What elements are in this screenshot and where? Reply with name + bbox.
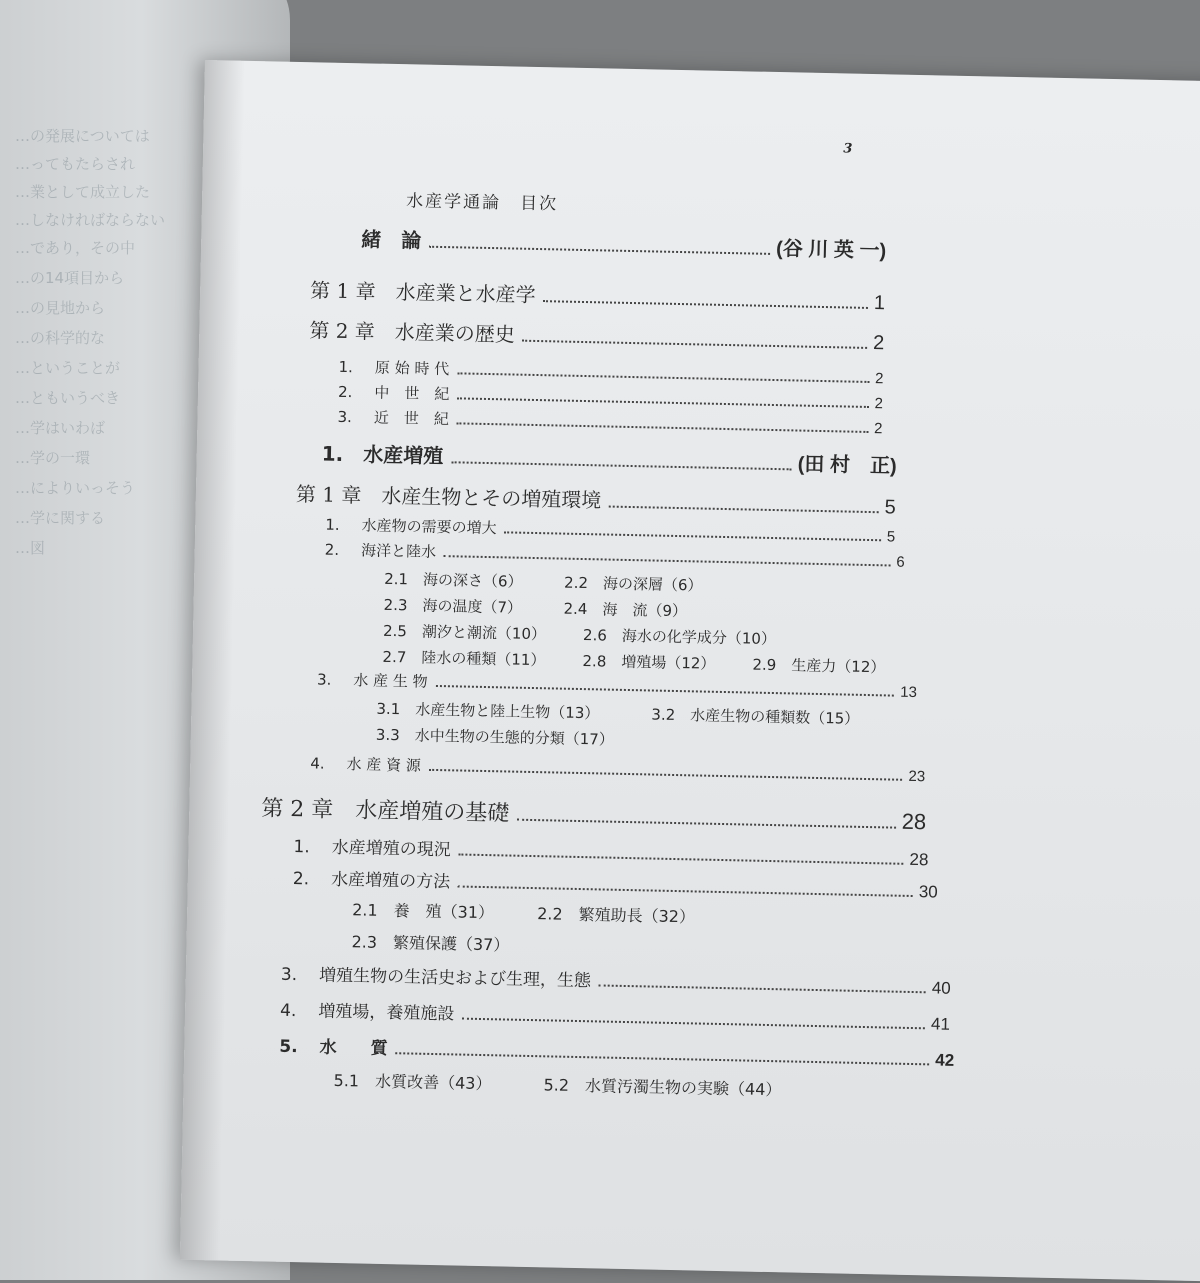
entry-page: 42 [935,1050,955,1070]
subsection: 3.1 水産生物と陸上生物（13） [376,699,600,723]
subsection: 5.2 水質汚濁生物の実験（44） [543,1075,782,1100]
leader-dots [451,461,792,470]
toc-entry-part [322,438,897,479]
leader-dots [599,984,926,993]
leader-dots [429,246,770,255]
section-number: 2. [337,382,353,402]
subsection: 2.1 養 殖（31） [352,900,495,923]
leader-dots [429,769,903,781]
section-number: 1. [293,837,310,858]
entry-label: 水産増殖の方法 [330,869,451,893]
entry-page: 5 [886,528,896,546]
subsection: 2.2 海の深層（6） [563,573,703,595]
subsection: 2.3 繁殖保護（37） [351,932,510,955]
subsection: 2.2 繁殖助長（32） [536,904,696,927]
subsection: 5.1 水質改善（43） [333,1070,492,1094]
subsection: 2.4 海 流（9） [563,599,688,621]
entry-page: 2 [872,332,885,355]
toc-entry-section [281,960,951,1000]
toc-entry-chapter [309,314,884,355]
entry-label: 水産増殖の現況 [331,837,451,861]
subsection: 2.1 海の深さ（6） [383,569,523,591]
entry-author: (田 村 正) [797,453,897,478]
bleed-text-line: …の14項目から [15,269,125,287]
toc-entry-chapter [296,478,896,520]
entry-page: 2 [874,395,884,413]
bleed-text-line: …であり，その中 [15,239,136,257]
toc-entry-chapter [261,791,927,836]
entry-label: 第 1 章 水産生物とその増殖環境 [295,482,602,513]
leader-dots [457,372,869,383]
bleed-text-line: …学に関する [15,509,106,527]
entry-page: 40 [931,978,951,998]
section-number: 2. [292,869,310,890]
bleed-text-line: …ということが [15,359,121,377]
leader-dots [457,422,868,433]
leader-dots [457,397,868,408]
section-number: 1. [338,357,354,377]
leader-dots [444,555,890,566]
entry-page: 13 [900,683,918,702]
subsection: 3.2 水産生物の種類数（15） [651,705,860,728]
entry-label: 緒 論 [361,227,422,253]
section-number: 5. [279,1036,298,1058]
toc-entry-chapter [310,274,885,315]
leader-dots [459,853,904,864]
section-number: 3. [337,407,353,427]
bleed-text-line: …業として成立した [15,183,151,201]
subsection: 2.9 生産力（12） [752,655,886,677]
bleed-text-line: …ってもたらされ [15,155,136,173]
section-number: 2. [324,540,340,559]
toc-entry-section [310,752,925,787]
entry-label: 海洋と陸水 [360,541,437,561]
entry-label: 原 始 時 代 [374,358,450,379]
entry-page: 28 [901,808,927,835]
bleed-text-line: …の科学的な [15,329,106,347]
leader-dots [523,340,867,349]
leader-dots [458,885,913,897]
section-number: 4. [279,1000,297,1022]
section-number: 1. [325,515,340,534]
entry-page: 1 [873,292,886,315]
entry-label: 水 質 [319,1037,388,1060]
section-number: 3. [280,964,298,986]
entry-page: 23 [908,767,926,786]
entry-page: 2 [873,420,883,438]
subsection: 2.7 陸水の種類（11） [382,647,546,670]
toc-entry-section [280,996,950,1036]
bleed-text-line: …ともいうべき [15,389,121,407]
subsection: 2.8 増殖場（12） [582,652,716,673]
subsection: 2.3 海の温度（7） [383,595,523,617]
leader-dots [504,531,880,541]
subsection: 2.6 海水の化学成分（10） [582,626,777,649]
entry-label: 増殖生物の生活史および生理，生態 [318,965,592,992]
leader-dots [543,300,867,309]
bleed-text-line: …の見地から [15,299,106,317]
entry-label: 第 1 章 水産業と水産学 [309,278,536,307]
bleed-text-line: …学はいわば [15,419,106,437]
entry-label: 1. 水産増殖 [321,441,444,469]
entry-label: 増殖場，養殖施設 [318,1001,455,1025]
entry-page: 41 [930,1014,951,1034]
leader-dots [396,1052,930,1065]
bleed-text-line: …学の一環 [15,449,91,467]
toc-entry-section [279,1032,954,1072]
entry-label: 水産物の需要の増大 [361,516,497,538]
entry-label: 水 産 資 源 [346,755,422,775]
entry-page: 30 [918,882,938,902]
entry-author: (谷 川 英 一) [775,238,887,263]
entry-label: 第 2 章 水産増殖の基礎 [261,796,510,827]
leader-dots [462,1018,925,1030]
toc-title: 水産学通論 目次 [405,191,559,215]
entry-page: 5 [884,496,897,519]
section-number: 4. [310,754,325,773]
entry-label: 中 世 紀 [374,383,450,404]
leader-dots [517,819,895,829]
bleed-text-line: …しなければならない [15,211,166,229]
bleed-text-line: …図 [15,539,46,557]
subsection: 3.3 水中生物の生態的分類（17） [375,725,614,749]
section-number: 3. [316,670,332,689]
page-number: 3 [843,141,853,157]
entry-label: 第 2 章 水産業の歴史 [309,318,516,347]
toc-entry-intro [361,223,886,263]
bleed-text-line: …によりいっそう [15,479,136,497]
table-of-contents [180,60,1200,1283]
entry-page: 28 [909,849,929,870]
bleed-text-line: …の発展については [15,127,150,145]
subsection: 2.5 潮汐と潮流（10） [382,621,547,644]
entry-page: 6 [896,553,905,571]
entry-label: 水 産 生 物 [353,671,428,691]
entry-label: 近 世 紀 [373,408,450,429]
leader-dots [609,506,878,514]
entry-page: 2 [874,370,884,388]
leader-dots [436,685,895,697]
